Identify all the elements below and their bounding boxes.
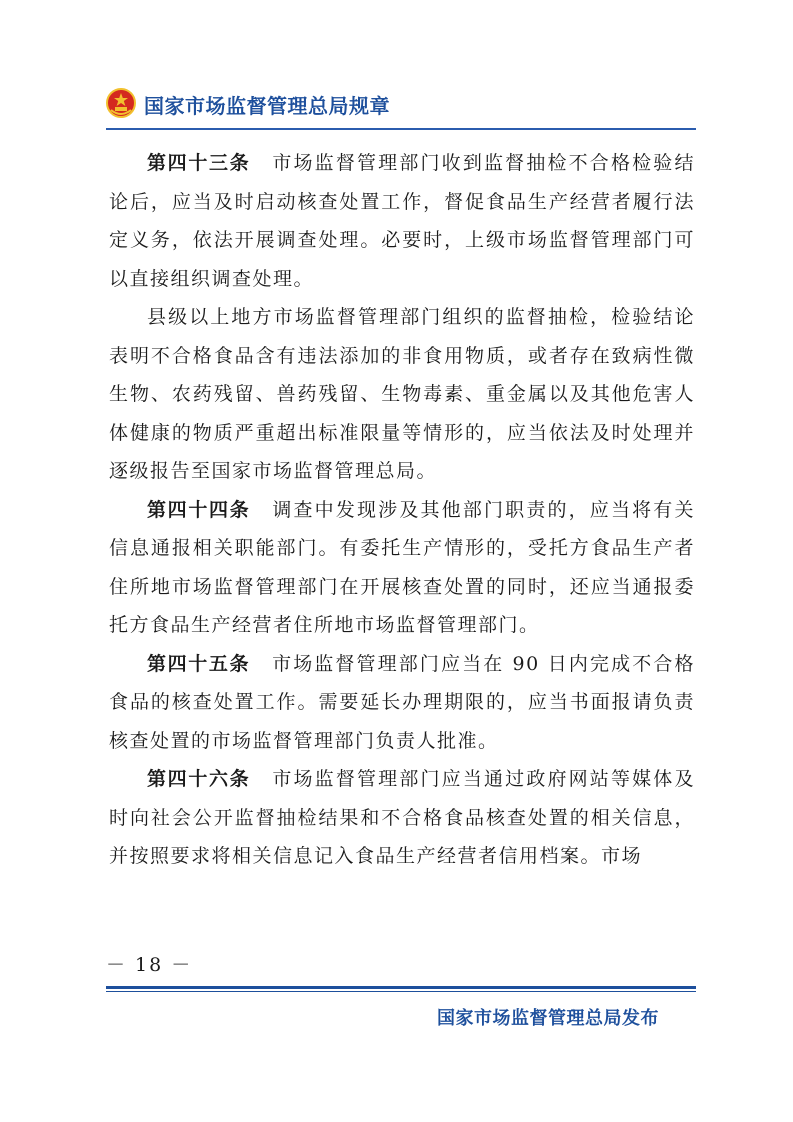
page-number: － 18 － xyxy=(106,954,193,976)
article-text: 市场监督管理部门应当在 90 日内完成不合格食品的核查处置工作。需要延长办理期限的，应当书面报请负责核查处置的市场监督管理部门负责人批准。 xyxy=(109,652,695,752)
article-heading: 第四十五条 xyxy=(147,652,251,675)
header-divider xyxy=(106,128,696,130)
article-paragraph xyxy=(109,645,695,761)
national-emblem-icon xyxy=(106,88,136,118)
article-text: 市场监督管理部门收到监督抽检不合格检验结论后，应当及时启动核查处置工作，督促食品生产经营者履行法定义务，依法开展调查处理。必要时，上级市场监督管理部门可以直接组织调查处理。 xyxy=(109,152,695,290)
article-heading: 第四十四条 xyxy=(147,498,251,521)
article-text: 调查中发现涉及其他部门职责的，应当将有关信息通报相关职能部门。有委托生产情形的，受托方食品生产者住所地市场监督管理部门在开展核查处置的同时，还应当通报委托方食品生产经营者住所地市场监督管理部门。 xyxy=(109,498,695,636)
article-paragraph xyxy=(109,144,695,298)
header-title: 国家市场监督管理总局规章 xyxy=(144,94,390,118)
article-text: 县级以上地方市场监督管理部门组织的监督抽检，检验结论表明不合格食品含有违法添加的非食用物质，或者存在致病性微生物、农药残留、兽药残留、生物毒素、重金属以及其他危害人体健康的物质严重超出标准限量等情形的，应当依法及时处理并逐级报告至国家市场监督管理总局。 xyxy=(109,306,695,482)
footer-publisher: 国家市场监督管理总局发布 xyxy=(437,1008,659,1029)
document-body xyxy=(109,144,695,876)
article-heading: 第四十三条 xyxy=(147,152,251,174)
footer-divider-thin xyxy=(106,991,696,992)
article-text: 市场监督管理部门应当通过政府网站等媒体及时向社会公开监督抽检结果和不合格食品核查处置的相关信息，并按照要求将相关信息记入食品生产经营者信用档案。市场 xyxy=(109,768,695,867)
page-header xyxy=(106,86,696,130)
article-paragraph xyxy=(109,298,695,491)
article-paragraph xyxy=(109,760,695,876)
article-paragraph xyxy=(109,491,695,645)
footer-divider xyxy=(106,986,696,989)
article-heading: 第四十六条 xyxy=(147,768,251,790)
